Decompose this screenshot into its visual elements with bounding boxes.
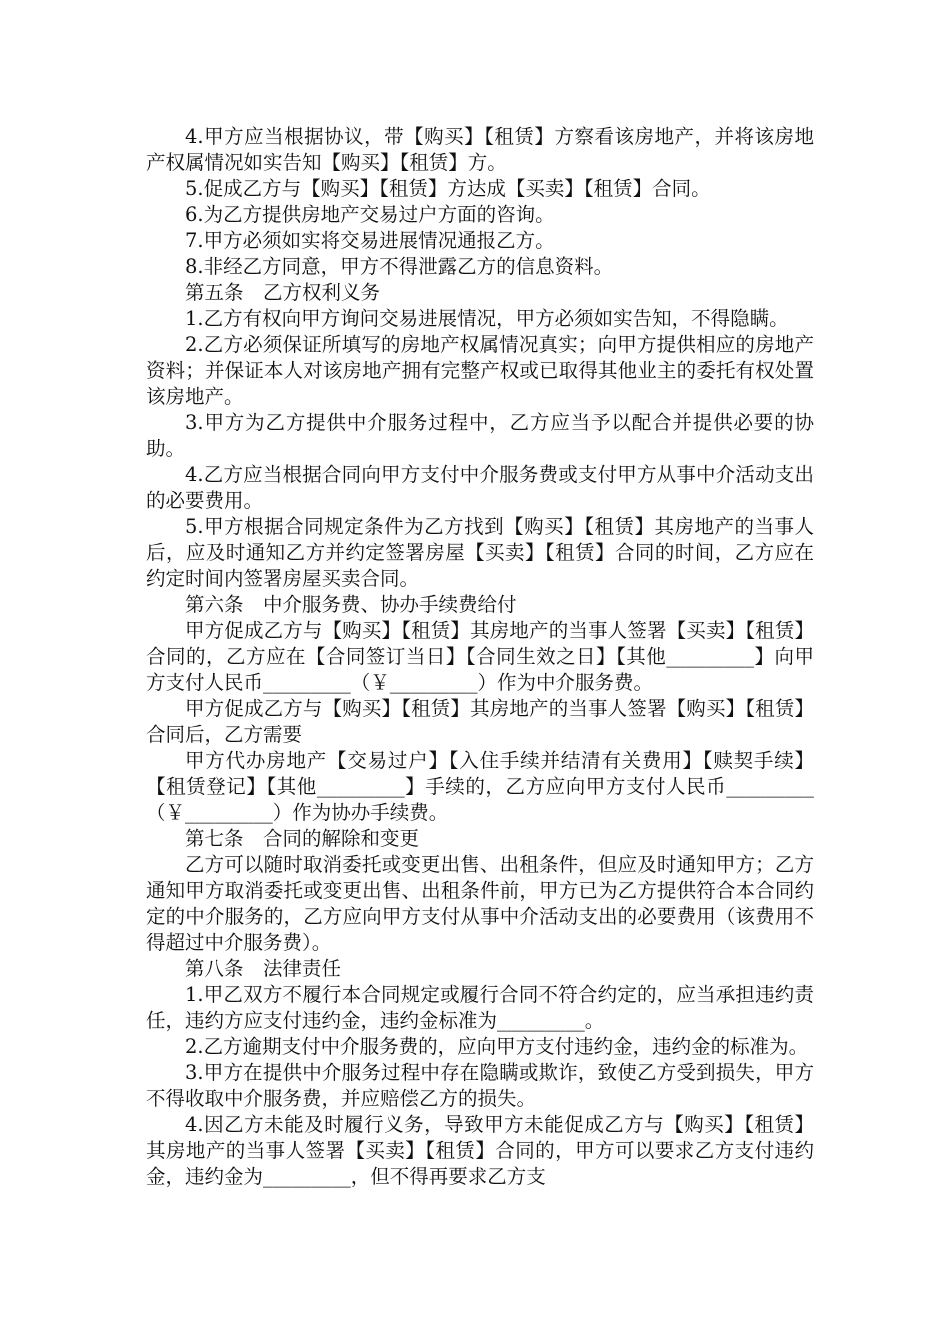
article-7-heading: 第七条 合同的解除和变更 bbox=[185, 827, 420, 850]
article-6-paragraph-3: 甲方代办房地产【交易过户】【入住手续并结清有关费用】【赎契手续】【租赁登记】【其他_________】手续的，乙方应向甲方支付人民币_________（￥_________）作为协办手续费。 bbox=[146, 749, 814, 824]
clause-7-paragraph: 7.甲方必须如实将交易进展情况通报乙方。 bbox=[185, 229, 555, 252]
article-5-item-4: 4.乙方应当根据合同向甲方支付中介服务费或支付甲方从事中介活动支出的必要费用。 bbox=[146, 463, 814, 512]
article-5-item-3: 3.甲方为乙方提供中介服务过程中，乙方应当予以配合并提供必要的协助。 bbox=[146, 411, 814, 460]
clause-8-paragraph: 8.非经乙方同意，甲方不得泄露乙方的信息资料。 bbox=[185, 255, 614, 278]
article-6-heading: 第六条 中介服务费、协办手续费给付 bbox=[185, 593, 517, 616]
article-8-item-2: 2.乙方逾期支付中介服务费的，应向甲方支付违约金，违约金的标准为。 bbox=[185, 1035, 809, 1058]
article-8-item-3: 3.甲方在提供中介服务过程中存在隐瞒或欺诈，致使乙方受到损失，甲方不得收取中介服务费，并应赔偿乙方的损失。 bbox=[146, 1061, 814, 1110]
clause-5-paragraph: 5.促成乙方与【购买】【租赁】方达成【买卖】【租赁】合同。 bbox=[185, 177, 711, 200]
article-7-paragraph: 乙方可以随时取消委托或变更出售、出租条件，但应及时通知甲方；乙方通知甲方取消委托或变更出售、出租条件前，甲方已为乙方提供符合本合同约定的中介服务的，乙方应向甲方支付从事中介活动支出的必要费用（该费用不得超过中介服务费）。 bbox=[146, 853, 814, 954]
clause-6-paragraph: 6.为乙方提供房地产交易过户方面的咨询。 bbox=[185, 203, 555, 226]
article-5-item-2: 2.乙方必须保证所填写的房地产权属情况真实；向甲方提供相应的房地产资料；并保证本人对该房地产拥有完整产权或已取得其他业主的委托有权处置该房地产。 bbox=[146, 333, 814, 408]
clause-4-paragraph: 4.甲方应当根据协议，带【购买】【租赁】方察看该房地产，并将该房地产权属情况如实告知【购买】【租赁】方。 bbox=[146, 125, 814, 174]
article-5-heading: 第五条 乙方权利义务 bbox=[185, 281, 381, 304]
article-5-item-5: 5.甲方根据合同规定条件为乙方找到【购买】【租赁】其房地产的当事人后，应及时通知乙方并约定签署房屋【买卖】【租赁】合同的时间，乙方应在约定时间内签署房屋买卖合同。 bbox=[146, 515, 814, 590]
article-8-item-1: 1.甲乙双方不履行本合同规定或履行合同不符合约定的，应当承担违约责任，违约方应支付违约金，违约金标准为_________。 bbox=[146, 983, 814, 1032]
article-6-paragraph-1: 甲方促成乙方与【购买】【租赁】其房地产的当事人签署【买卖】【租赁】合同的，乙方应在【合同签订当日】【合同生效之日】【其他_________】向甲方支付人民币_________（￥_________）作为中介服务费。 bbox=[146, 619, 814, 694]
article-5-item-1: 1.乙方有权向甲方询问交易进展情况，甲方必须如实告知，不得隐瞒。 bbox=[185, 307, 789, 330]
article-6-paragraph-2: 甲方促成乙方与【购买】【租赁】其房地产的当事人签署【购买】【租赁】合同后，乙方需要 bbox=[146, 697, 814, 746]
contract-page-body bbox=[146, 124, 814, 1190]
article-8-item-4: 4.因乙方未能及时履行义务，导致甲方未能促成乙方与【购买】【租赁】其房地产的当事人签署【买卖】【租赁】合同的，甲方可以要求乙方支付违约金，违约金为_________，但不得再要求乙方支 bbox=[146, 1113, 814, 1188]
article-8-heading: 第八条 法律责任 bbox=[185, 957, 342, 980]
